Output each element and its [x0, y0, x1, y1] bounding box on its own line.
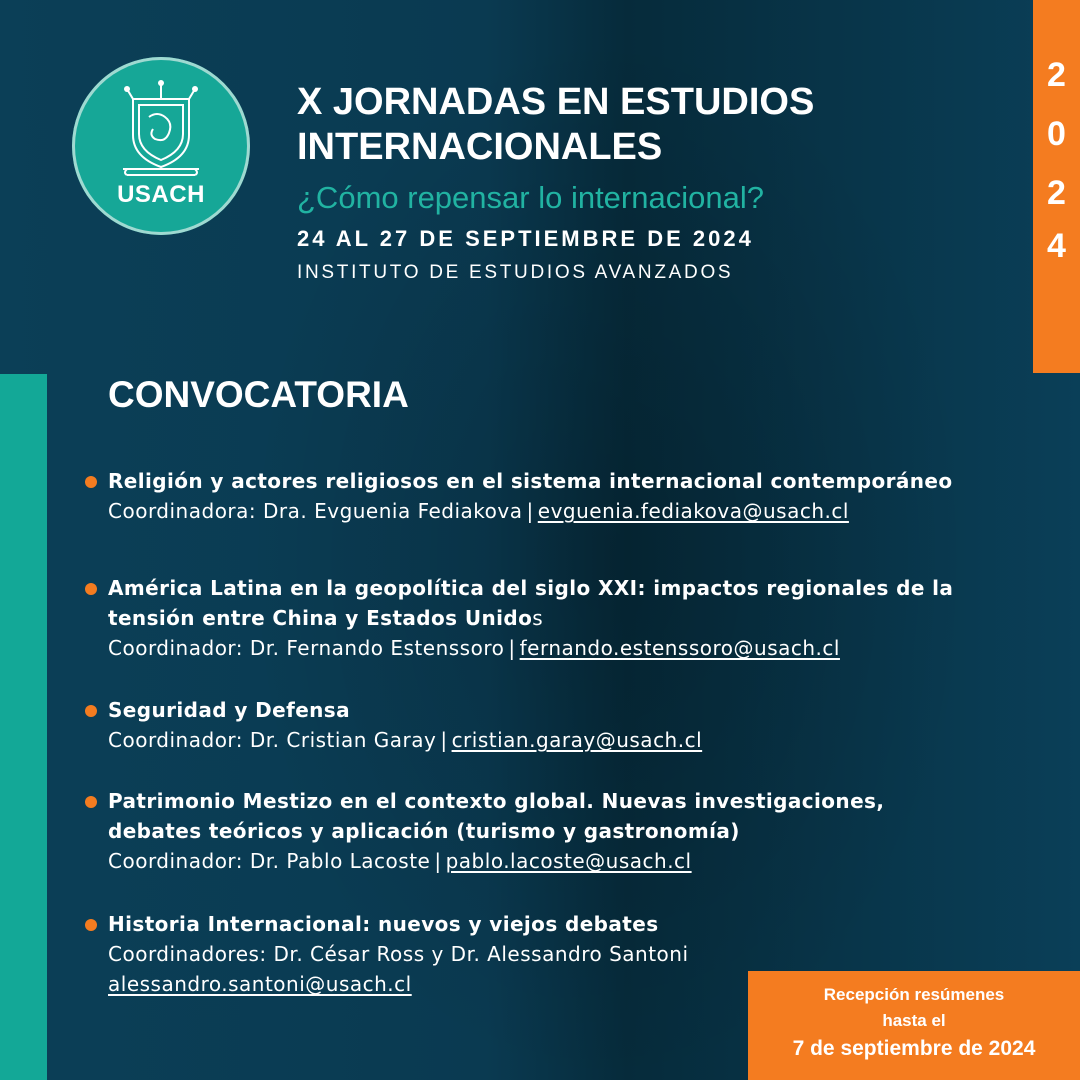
topic-item	[108, 786, 1008, 876]
topic-title-line1: Patrimonio Mestizo en el contexto global. Nuevas investigaciones,	[108, 789, 885, 813]
deadline-date: 7 de septiembre de 2024	[792, 1037, 1036, 1060]
coordinator-name: Coordinador: Dr. Cristian Garay	[108, 728, 437, 752]
year-digit: 2	[1047, 174, 1066, 212]
bullet-icon	[85, 919, 97, 931]
coordinator-email-link[interactable]: pablo.lacoste@usach.cl	[445, 849, 692, 873]
topic-item	[108, 573, 1008, 663]
event-title-line2: INTERNACIONALES	[297, 126, 663, 168]
coordinator-name: Coordinadores: Dr. César Ross y Dr. Alessandro Santoni	[108, 942, 689, 966]
topic-coordinator	[108, 633, 1008, 663]
coordinator-name: Coordinador: Dr. Fernando Estenssoro	[108, 636, 505, 660]
topic-title: Religión y actores religiosos en el sistema internacional contemporáneo	[108, 469, 953, 493]
year-digit: 4	[1047, 227, 1066, 265]
event-institute: INSTITUTO DE ESTUDIOS AVANZADOS	[297, 262, 734, 283]
deadline-box	[748, 971, 1080, 1080]
topic-title: Historia Internacional: nuevos y viejos debates	[108, 912, 659, 936]
bullet-icon	[85, 705, 97, 717]
topic-coordinator	[108, 496, 1008, 526]
topic-title-line2: debates teóricos y aplicación (turismo y gastronomía)	[108, 819, 740, 843]
event-subtitle: ¿Cómo repensar lo internacional?	[297, 180, 764, 215]
coordinator-email-link[interactable]: fernando.estenssoro@usach.cl	[519, 636, 840, 660]
coordinator-email-link[interactable]: alessandro.santoni@usach.cl	[108, 972, 412, 996]
left-accent-bar	[0, 374, 47, 1080]
topic-coordinator	[108, 846, 1008, 876]
coordinator-name: Coordinadora: Dra. Evguenia Fediakova	[108, 499, 523, 523]
deadline-line2: hasta el	[882, 1011, 946, 1030]
coat-of-arms-icon	[119, 77, 203, 179]
section-title: CONVOCATORIA	[108, 374, 409, 415]
topic-coordinator	[108, 725, 1008, 755]
separator: |	[508, 636, 516, 660]
bullet-icon	[85, 476, 97, 488]
coordinator-email-link[interactable]: cristian.garay@usach.cl	[451, 728, 703, 752]
usach-logo	[72, 57, 250, 235]
topic-title-line2-bold: tensión entre China y Estados Unido	[108, 606, 533, 630]
separator: |	[526, 499, 534, 523]
topic-title: Seguridad y Defensa	[108, 698, 351, 722]
deadline-line1: Recepción resúmenes	[823, 985, 1005, 1004]
year-digit: 2	[1047, 56, 1066, 94]
separator: |	[440, 728, 448, 752]
bullet-icon	[85, 796, 97, 808]
event-dates: 24 AL 27 DE SEPTIEMBRE DE 2024	[297, 226, 754, 251]
event-title-line1: X JORNADAS EN ESTUDIOS	[297, 81, 815, 123]
event-title	[297, 80, 997, 170]
year-banner	[1033, 0, 1080, 373]
topic-title-line2-tail: s	[532, 606, 544, 630]
bullet-icon	[85, 583, 97, 595]
topic-item	[108, 466, 1008, 526]
year-digit: 0	[1047, 115, 1066, 153]
coordinator-email-link[interactable]: evguenia.fediakova@usach.cl	[537, 499, 849, 523]
coordinator-name: Coordinador: Dr. Pablo Lacoste	[108, 849, 431, 873]
topic-title	[108, 573, 1008, 633]
topic-title-line1: América Latina en la geopolítica del siglo XXI: impactos regionales de la	[108, 576, 954, 600]
topic-title-line2	[108, 603, 1008, 633]
logo-wordmark: USACH	[117, 181, 205, 208]
topic-title	[108, 786, 1008, 846]
separator: |	[434, 849, 442, 873]
topic-item	[108, 695, 1008, 755]
